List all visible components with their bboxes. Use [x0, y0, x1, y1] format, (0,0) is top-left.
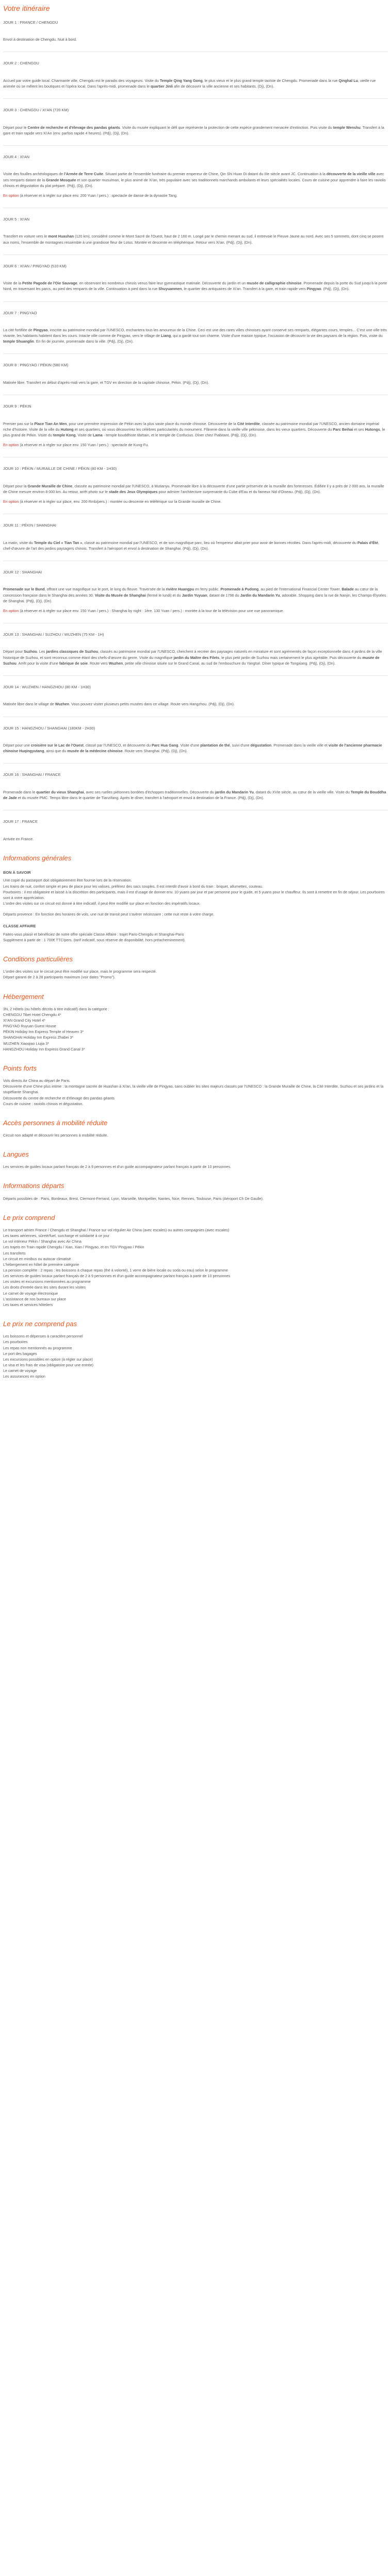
- info-line: Les pourboires: [3, 1340, 28, 1345]
- day-paragraph: [3, 499, 388, 504]
- highlight-text: stade des Jeux Olympiques: [108, 489, 158, 494]
- highlight-text: Cité Interdite: [237, 421, 260, 426]
- body-text: , le plus vieux et le plus grand temple taoïste de Chengdu. Promenade dans la rue: [202, 78, 339, 83]
- day-paragraph: [3, 327, 388, 344]
- day-section: [3, 255, 388, 292]
- body-text: Envol à destination de Chengdu. Nuit à bord.: [3, 37, 77, 42]
- body-text: Visite de la: [3, 281, 23, 286]
- body-text: Départ pour une: [3, 743, 31, 748]
- day-paragraph: [3, 442, 388, 448]
- highlight-text: musée de la médecine chinoise: [67, 749, 123, 754]
- day-section: [3, 208, 388, 245]
- body-text: et du musée PMC. Temps libre dans le quartier de Tianzifang. Après le dîner, transfert à l'aéroport et envol à destination de la France. (Pdj), (Dj), (Dn).: [17, 795, 264, 800]
- option-label: En option: [3, 608, 19, 613]
- days-container: [3, 20, 388, 842]
- day-paragraph: [3, 125, 388, 136]
- section-heading: Points forts: [3, 1064, 37, 1072]
- day-title: JOUR 3 : CHENGDU / XI'AN (720 KM): [3, 108, 69, 113]
- day-paragraph: [3, 742, 388, 754]
- highlight-text: découverte de la vieille ville: [326, 172, 376, 177]
- info-line: 3N, 2 Hôtels (ou hôtels décrits à titre indicatif) dans la catégorie :: [3, 1006, 109, 1011]
- day-section: [3, 717, 388, 754]
- highlight-text: Liang: [161, 333, 171, 338]
- info-line: Départs provence : En fonction des horaires de vols, une nuit de transit peut s'avérer nécessaire ; cette nuit reste à votre charge.: [3, 912, 215, 917]
- body-text: La matin, visite du: [3, 540, 34, 545]
- info-block: [3, 911, 388, 917]
- highlight-text: Temple Qing Yang Gong: [159, 78, 203, 83]
- highlight-text: temple Kong: [53, 432, 76, 437]
- highlight-text: Pingyao: [306, 286, 321, 292]
- body-text: et ses quartiers, où vous découvrirez les célèbres particularités du monument. Flânerie dans la vieille ville pékinoise, dans les vieux quartiers. Découverte du: [73, 427, 333, 432]
- day-paragraph: [3, 78, 388, 89]
- highlight-text: Lama: [92, 432, 103, 437]
- body-text: (à réserver et à régler sur place env. 200 Yuan / pers.) : spectacle de danse de la dynastie Tang.: [19, 193, 178, 198]
- day-paragraph: [3, 789, 388, 801]
- body-text: La cité fortifiée de: [3, 328, 34, 332]
- day-paragraph: [3, 280, 388, 292]
- body-text: Départ pour le: [3, 125, 28, 130]
- highlight-text: Shuyuanmen: [158, 286, 182, 292]
- day-title: JOUR 7 : PINGYAO: [3, 310, 37, 315]
- section-heading: Conditions particulières: [3, 955, 73, 963]
- info-block: [3, 1213, 388, 1308]
- body-text: Accueil par votre guide local. Charmante ville, Chengdu est le paradis des voyageurs. Visite du: [3, 78, 160, 83]
- info-line: Les transferts: [3, 1250, 26, 1256]
- body-text: (à réserver et à régler sur place, env. 200 Rmb/pers.) : montée ou descente en téléférique sur la Grande muraille de Chine.: [19, 499, 222, 504]
- day-title: JOUR 6 : XI'AN / PINGYAO (510 KM): [3, 263, 67, 268]
- body-text: (à réserver et à régler sur place env. 150 Yuan / pers.) : spectacle de Kung-Fu.: [19, 443, 149, 448]
- day-section: [3, 675, 388, 707]
- body-text: (120 km), considéré comme le Mont Sacré de l'Ouest, haut de 2 160 m. Longé par le chemin menant au sud, il entrevoie le Fleuve Jaune au nord. Avec ses 5 sommets, dont cinq se posent aux noms, l'ensemble de montagnes ressemble à une grandiose fleur de Lotus. Montée et descente en téléphérique. Retour vers Xi'an. (Pdj), (Dj), (Dn).: [3, 234, 384, 245]
- info-line: Les excursions possibles en option (à régler sur place): [3, 1357, 93, 1362]
- body-text: , classé par l'UNESCO, et découverte du: [83, 743, 152, 748]
- section-heading: Langues: [3, 1150, 29, 1159]
- info-line: Découverte du centre de recherche et d'élevage des pandas géants: [3, 1095, 115, 1100]
- highlight-text: dégustation: [250, 743, 272, 748]
- day-section: [3, 457, 388, 504]
- highlight-text: Palais d'Été: [357, 540, 378, 545]
- body-text: au cœur de la concession française dans le Shanghai des années 30.: [3, 587, 378, 598]
- day-title: JOUR 14 : WUZHEN / HANGZHOU (80 KM - 1H30): [3, 684, 91, 689]
- info-line: Départs possibles de : Paris, Bordeaux, Brest, Clermont-Ferrand, Lyon, Marseille, Montpellier, Nantes, Nice, Rennes, Toulouse, Paris (Aéroport Ch De Gaulle).: [3, 1196, 264, 1201]
- highlight-text: jardin du Mandarin Yu: [215, 789, 254, 794]
- highlight-text: Suzhou: [23, 649, 37, 654]
- day-paragraph: [3, 421, 388, 438]
- info-block: [3, 1149, 388, 1170]
- highlight-text: rivière Huangpu: [166, 587, 194, 592]
- body-text: Visite des fouilles archéologiques de: [3, 172, 64, 177]
- body-text: , avec ses ruelles piétonnes bordées d'échoppes traditionnelles. Découverte du: [84, 789, 215, 794]
- body-text: , classée au patrimoine mondial par l'UNESCO, ancien domaine impérial riche d'histoire. Visite de la ville du: [3, 421, 379, 432]
- body-text: , le plus grand de Pékin. Visite du: [3, 427, 385, 437]
- body-text: , le plus petit jardin de Suzhou mais certainement le plus agréable. Puis découverte du: [219, 655, 363, 660]
- info-line: Les visites et excursions mentionnées au programme: [3, 1279, 91, 1284]
- body-text: afin de découvrir la ville ancienne et ses habitants. (Dj), (Dn).: [173, 83, 274, 89]
- highlight-text: Temple du Bouddha de Jade: [3, 789, 386, 800]
- body-text: , suivi d'une: [230, 743, 251, 748]
- body-text: Arrivée en France.: [3, 836, 34, 841]
- highlight-text: Visite du Musée de Shanghai: [94, 592, 146, 598]
- info-line: Cours de cuisine : raviolis chinois et dégustation.: [3, 1101, 84, 1106]
- section-heading: Le prix comprend: [3, 1213, 55, 1222]
- highlight-text: Promenade à Pudong: [220, 587, 259, 592]
- info-line: Les boissons et dépenses à caractère personnel: [3, 1334, 83, 1339]
- info-block: [3, 870, 388, 906]
- body-text: , en observant les nombreux chinois venus faire leur gymnastique matinale. Découverte du jardin et un: [77, 281, 247, 286]
- highlight-text: Temple du Ciel « Tian Tan »: [34, 540, 83, 545]
- day-title: JOUR 13 : SHANGHAI / SUZHOU / WUZHEN (75 KM - 1H): [3, 632, 104, 637]
- body-text: et son quartier musulman, le plus animé de Xi'an, très populaire avec ses traditionnels marchands ambulants et leurs spécialités locales. Cours de cuisine pour apprendre à faire les raviolis chinois et dégustation du plat préparé. (Pdj), (Dj), (Dn).: [3, 177, 386, 188]
- body-text: (à réserver et à régler sur place env. 150 Yuan / pers.) : Shanghai by night : 1ère. 130 Yuan / pers.) : montée à la tour de la télévision pour une vue panoramique.: [19, 608, 284, 613]
- body-text: , chef-d'œuvre de l'art des jardins paysagers chinois. Transfert à l'aéroport et envol à destination de Shanghai. (Pdj), (Dj), (Dn).: [3, 540, 379, 551]
- body-text: . Les: [37, 649, 46, 654]
- body-text: . Route vers: [87, 660, 109, 666]
- day-title: JOUR 5 : XI'AN: [3, 216, 30, 222]
- info-line: Découverte d'une Chine plus intime : la montagne sacrée de Huashan à Xi'an, la vieille ville de Pingyao, sans oublier les sites majeurs classés par l'UNESCO : la Grande Muraille de Chine, la Cité Interdite, Suzhou et ses jardins et la stupéfiante Shanghai.: [3, 1084, 384, 1095]
- block-title: CLASSE AFFAIRE: [3, 924, 36, 929]
- highlight-text: croisière sur le Lac de l'Ouest: [30, 743, 84, 748]
- info-line: SHANGHAI Holiday Inn Express Zhabei 3*: [3, 1035, 74, 1040]
- info-line: L'hébergement en hôtel de première catégorie: [3, 1262, 79, 1267]
- body-text: Promenade dans le: [3, 789, 37, 794]
- day-paragraph: [3, 483, 388, 495]
- info-line: Les trains de nuit, confort simple et peu de place pour les valises, préférez des sacs souples. Il est interdit d'avoir à bord du train : briquet, allumettes, couteau.: [3, 884, 263, 889]
- day-title: JOUR 8 : PINGYAO / PÉKIN (580 KM): [3, 363, 69, 368]
- highlight-text: Place Tian An Men: [34, 421, 67, 426]
- info-line: Le port des bagages: [3, 1351, 37, 1356]
- day-section: [3, 98, 388, 136]
- day-section: [3, 514, 388, 551]
- day-paragraph: [3, 701, 388, 707]
- body-text: , datant du XVIe siècle, au cœur de la vieille ville. Visite du: [253, 789, 351, 794]
- highlight-text: quartier Jinli: [151, 83, 173, 89]
- info-line: L'ordre des visites sur le circuit peut être modifié sur place, mais le programme sera respecté.: [3, 969, 157, 974]
- day-section: [3, 561, 388, 614]
- highlight-text: Qinghal Lu: [338, 78, 358, 83]
- highlight-text: Pingyao: [33, 328, 48, 332]
- highlight-text: Wuzhen: [55, 702, 70, 707]
- info-line: WUZHEN Xiaoqiao Liujia 3*: [3, 1041, 50, 1046]
- body-text: avec ses remparts datant de la: [3, 172, 384, 182]
- day-section: [3, 763, 388, 801]
- highlight-text: Parc Beihai: [333, 427, 353, 432]
- highlight-text: temple Shuanglin: [3, 339, 34, 344]
- body-text: , datant de 1796 du: [207, 592, 240, 598]
- body-text: . Promenade depuis la porte du Sud jusqu'à la porte Nord, en traversant les parcs, au pied des remparts de la ville. Continuation à pied dans la rue: [3, 281, 387, 292]
- highlight-text: jardin du Maître des Filets: [173, 655, 220, 660]
- day-section: [3, 353, 388, 385]
- day-paragraph: [3, 233, 388, 245]
- highlight-text: musée de Suzhou: [3, 655, 380, 666]
- info-line: Pourboires : il est obligatoire et laissé à la discrétion des participants, mais il est d'usage de donner env. 10 yuans par jour et par personne pour le guide, et 5 yuans pour le chauffeur. Ils sont à remettre en fin de séjour. Les pourboires sont à votre appréciation.: [3, 889, 385, 900]
- info-line: Les taxes aériennes, sûreté/fuel, surcharge et solidarité à ce jour: [3, 1233, 110, 1239]
- info-line: Une copie du passeport doit obligatoirement être fournie lors de la réservation.: [3, 878, 132, 883]
- info-line: Le carnet de voyage électronique: [3, 1291, 58, 1296]
- section-heading: Informations départs: [3, 1182, 64, 1190]
- info-line: Le visa et les frais de visa (obligatoire pour une entrée): [3, 1362, 93, 1367]
- day-section: [3, 145, 388, 198]
- info-line: Le vol intérieur Pékin / Shanghai avec Air China: [3, 1239, 82, 1244]
- highlight-text: Centre de recherche et d'élevage des pandas géants: [27, 125, 120, 130]
- info-line: Supplément à partir de : 1 700€ TTC/pers. (tarif indicatif, sous réserve de disponibilité, hors préacheminement).: [3, 937, 186, 942]
- body-text: . Transfert à la gare et train rapide vers Xi'An (env. parfois rapide 4 heures). (Pdj), (Dj), (Dn).: [3, 125, 384, 135]
- day-paragraph: [3, 171, 388, 188]
- info-line: Les services de guides locaux parlant français de 2 à 9 personnes et d'un guide accompagnateur parlant français à partir de 10 personnes.: [3, 1164, 232, 1170]
- day-section: [3, 810, 388, 842]
- day-paragraph: [3, 380, 388, 385]
- info-line: L'assistance de nos bureaux sur place: [3, 1296, 67, 1301]
- info-line: Faites-vous plaisir et bénéficiez de notre offre spéciale Classe Affaire : trajet Paris-Chengdu et Shanghai-Paris: [3, 931, 184, 937]
- info-line: Le circuit en minibus ou autocar climatisé: [3, 1256, 71, 1261]
- body-text: , Visite de: [75, 432, 93, 437]
- body-text: et ses: [353, 427, 365, 432]
- info-block: [3, 1181, 388, 1201]
- highlight-text: plantation de thé: [200, 743, 230, 748]
- highlight-text: Jardin du Mandarin Yu: [240, 592, 280, 598]
- info-line: Les taxes et services hôteliers: [3, 1302, 53, 1307]
- body-text: - temple bouddhiste tibétain, et le temple de Confucius. Dîner chez l'habitant. (Pdj), (Dj), (Dn).: [102, 432, 257, 437]
- info-line: Le carnet de voyage: [3, 1368, 37, 1374]
- highlight-text: quartier du vieux Shanghai: [36, 789, 84, 794]
- day-title: JOUR 11 : PÉKIN / SHANGHAI: [3, 523, 56, 528]
- highlight-text: Promenade sur le Bund: [3, 587, 45, 592]
- highlight-text: mont Huashan: [48, 234, 74, 239]
- option-label: En option: [3, 193, 19, 198]
- info-line: PINGYAO Ruyuan Guest House: [3, 1024, 56, 1029]
- body-text: , qui a gardé tout son charme. Visite d'une maison typique, l'occasion de découvrir la vie des paysans de la région. Puis, visite du: [171, 333, 383, 338]
- body-text: , inscrite au patrimoine mondial par l'UNESCO, enchantera tous les amoureux de la Chine. Ceci est une des rares villes chinoises ayant conservé ses remparts, élégantes cours, temples... C'est une ville très vivante, les habitants habitent dans les cours. Intacte ville comme de Pingyao, vers le village de: [3, 328, 387, 338]
- highlight-text: Wuzhen: [108, 660, 123, 666]
- body-text: (fermé le lundi) et du: [145, 592, 182, 598]
- body-text: Matinée libre. Transfert en début d'après-midi vers la gare, et TGV en direction de la capitale chinoise, Pékin. (Pdj), (Dj), (Dn).: [3, 380, 209, 385]
- body-text: . Vous pouvez visiter plusieurs petits musées dans ce village. Route vers Hangzhou. (Pdj), (Dj), (Dn).: [69, 702, 235, 707]
- highlight-text: temple Wenshu: [333, 125, 361, 130]
- day-paragraph: [3, 608, 388, 614]
- info-line: Circuit non adapté et découvrir les personnes à mobilité réduite.: [3, 1132, 108, 1138]
- body-text: Départ pour: [3, 649, 24, 654]
- info-block: [3, 954, 388, 980]
- info-line: XI'AN Grand City Hotel 4*: [3, 1018, 46, 1023]
- info-line: Les services de guides locaux parlant français de 2 à 9 personnes et d'un guide accompagnateur parlant français à partir de 10 personnes: [3, 1274, 231, 1279]
- day-title: JOUR 10 : PÉKIN / MURAILLE DE CHINE / PÉKIN (80 KM - 1H30): [3, 466, 117, 471]
- info-line: Les assurances en option: [3, 1374, 45, 1379]
- body-text: . Promenade dans la vieille ville et: [271, 743, 329, 748]
- body-text: . Arrêt pour la visite d'une: [16, 660, 59, 666]
- day-section: [3, 52, 388, 89]
- highlight-text: Balade: [341, 587, 354, 592]
- body-text: . Route vers Shanghai. (Pdj), (Dj), (Dn).: [122, 749, 188, 754]
- day-section: [3, 301, 388, 345]
- info-block: [3, 1118, 388, 1138]
- info-block: [3, 992, 388, 1052]
- info-block: [3, 923, 388, 943]
- day-paragraph: [3, 193, 388, 198]
- body-text: . Visite d'une: [178, 743, 201, 748]
- body-text: , petite ville chinoise située sur le Grand Canal, au sud de l'embouchure du Yangtsé. Dîner typique de Tongxiang. (Pdj), (Dj), (Dn).: [123, 660, 336, 666]
- body-text: , ainsi que du: [44, 749, 68, 754]
- body-text: , pour une première impression de Pékin avec la plus vaste place du monde chinoise. Découverte de la: [67, 421, 237, 426]
- body-text: , adorable. Shopping dans la rue de Nanjin, les Champs-Élysées de Shanghai. (Pdj), (Dj), (Dn).: [3, 592, 386, 603]
- highlight-text: musée de calligraphie chinoise: [247, 281, 302, 286]
- day-paragraph: [3, 836, 388, 842]
- day-title: JOUR 4 : XI'AN: [3, 154, 30, 159]
- info-line: Le transport aérien France / Chengdu et Shanghai / France sur vol régulier Air China (avec escales) ou autres compagnies (avec escales): [3, 1227, 230, 1232]
- info-line: HANGZHOU Holiday Inn Express Grand Canal 3*: [3, 1046, 85, 1052]
- info-line: Les droits d'entrée dans les sites durant les visites: [3, 1285, 86, 1290]
- section-heading: Hébergement: [3, 992, 44, 1001]
- body-text: , le quartier des antiquaires de Xi'an. Transfert à la gare, et train rapide vers: [182, 286, 307, 292]
- block-title: BON À SAVOIR: [3, 870, 31, 875]
- highlight-text: l'Armée de Terre Cuite: [64, 172, 104, 177]
- body-text: , classés au patrimoine mondial par l'UNESCO, cherchent à recréer des paysages naturels en miniature et sont agrémentés de façon exceptionnelle dans 4 jardins de la ville historique de Suzhou, et sont reconnus comme étant des chefs-d'œuvre du genre. Visite du magnifique: [3, 649, 382, 660]
- info-line: L'ordre des visites sur ce circuit est donné à titre indicatif, il peut être modifié sur place en fonction des impératifs locaux.: [3, 901, 201, 906]
- day-title: JOUR 12 : SHANGHAI: [3, 569, 42, 574]
- option-label: En option: [3, 499, 19, 504]
- highlight-text: Petite Pagode de l'Oie Sauvage: [22, 281, 77, 286]
- day-section: [3, 395, 388, 448]
- body-text: en ferry public.: [194, 587, 221, 592]
- highlight-text: fabrique de soie: [59, 660, 88, 666]
- page-title: Votre itinéraire: [3, 4, 50, 12]
- highlight-text: jardins classiques de Suzhou: [46, 649, 99, 654]
- day-title: JOUR 9 : PÉKIN: [3, 404, 31, 409]
- body-text: Départ pour la: [3, 483, 28, 488]
- info-line: La pension complète : 2 repas : les boissons à chaque repas (thé à volonté), 1 verre de bière locale ou soda ou eau) selon le programme: [3, 1267, 228, 1273]
- body-text: . En fin de journée, promenade dans la ville. (Pdj), (Dj), (Dn).: [34, 339, 134, 344]
- info-line: Les repas non mentionnés au programme: [3, 1345, 72, 1350]
- info-line: CHENGDU Tibet Hotel Chengdu 4*: [3, 1012, 61, 1017]
- day-title: JOUR 1 : FRANCE / CHENGDU: [3, 20, 58, 25]
- day-title: JOUR 2 : CHENGDU: [3, 61, 39, 66]
- body-text: Transfert en voiture vers le: [3, 234, 48, 239]
- day-title: JOUR 15 : HANGZHOU / SHANGHAI (180KM - 2H30): [3, 725, 95, 731]
- section-heading: Le prix ne comprend pas: [3, 1320, 77, 1328]
- body-text: pour admirer l'architecture surprenante du Cube d'Eau et du fameux Nid d'Oiseau. (Pdj), (Dj), (Dn).: [157, 489, 321, 494]
- day-section: [3, 20, 388, 43]
- highlight-text: visite de l'ancienne pharmacie chinoise Huqingyutang: [3, 743, 382, 754]
- info-block: [3, 1319, 388, 1379]
- highlight-text: Parc Hua Gang: [151, 743, 178, 748]
- body-text: Premier pas sur la: [3, 421, 35, 426]
- day-section: [3, 623, 388, 666]
- itinerary-page: [3, 3, 388, 1379]
- body-text: . (Pdj), (Dj), (Dn).: [321, 286, 350, 292]
- body-text: , classée au patrimoine mondial par l'UNESCO, à Mutianyu. Promenade libre à la découverte d'une partie préservée de la muraille des forteresses. Édifiée il y a près de 2 000 ans, la muraille de Chine mesure environ 8 000 km. Au retour, arrêt photo sur le: [3, 483, 384, 494]
- highlight-text: Grande Mosquée: [46, 177, 76, 182]
- body-text: . Visite du musée expliquant le défi que représente la protection de cette espèce grandement menacée d'extinction. Puis visite du: [120, 125, 333, 130]
- option-label: En option: [3, 443, 19, 448]
- highlight-text: Grande Muraille de Chine: [27, 483, 73, 488]
- body-text: Matinée libre dans le village de: [3, 702, 55, 707]
- body-text: , classé au patrimoine mondial par l'UNESCO, et de son magnifique parc, lieu où l'empereur allait prier pour avoir de bonnes récoltes. Dans l'après-midi, découverte du: [82, 540, 357, 545]
- body-text: , au pied de l'International Financial Center Tower.: [258, 587, 342, 592]
- info-block: [3, 1063, 388, 1107]
- general-info-title: Informations générales: [3, 854, 72, 862]
- day-paragraph: [3, 37, 388, 42]
- info-line: Vols directs Air China au départ de Paris.: [3, 1078, 71, 1083]
- highlight-text: Hutongs: [365, 427, 380, 432]
- day-title: JOUR 17 : FRANCE: [3, 819, 38, 824]
- general-blocks: [3, 870, 388, 1380]
- highlight-text: Hutong: [60, 427, 74, 432]
- info-line: Départ garanti de 2 à 28 participants maximum (voir dates "Promo").: [3, 975, 116, 980]
- day-title: JOUR 16 : SHANGHAI / FRANCE: [3, 772, 61, 777]
- highlight-text: Jardin Yuyuan: [182, 592, 207, 598]
- day-paragraph: [3, 586, 388, 603]
- general-info-container: [3, 853, 388, 1380]
- day-paragraph: [3, 649, 388, 666]
- info-line: Les trajets en Train rapide Chengdu / Xian, Xian / Pingyao, et en TGV Pingyao / Pékin: [3, 1245, 144, 1250]
- body-text: , offrant une vue magnifique sur le port, le long du fleuve. Traversée de la: [44, 587, 166, 592]
- body-text: . Situant partie de l'ensemble funéraire du premier empereur de Chine, Qin Shi Huan Di datant du IIIe siècle avant JC. Continuation à la: [103, 172, 327, 177]
- info-line: PÉKIN Holiday Inn Express Temple of Heaven 3*: [3, 1029, 84, 1035]
- section-heading: Accès personnes à mobilité réduite: [3, 1118, 108, 1127]
- day-paragraph: [3, 540, 388, 551]
- body-text: , vieille rue animée où se mêlent les boutiques et l'opéra local. Dans l'après-midi, promenade dans le: [3, 78, 376, 89]
